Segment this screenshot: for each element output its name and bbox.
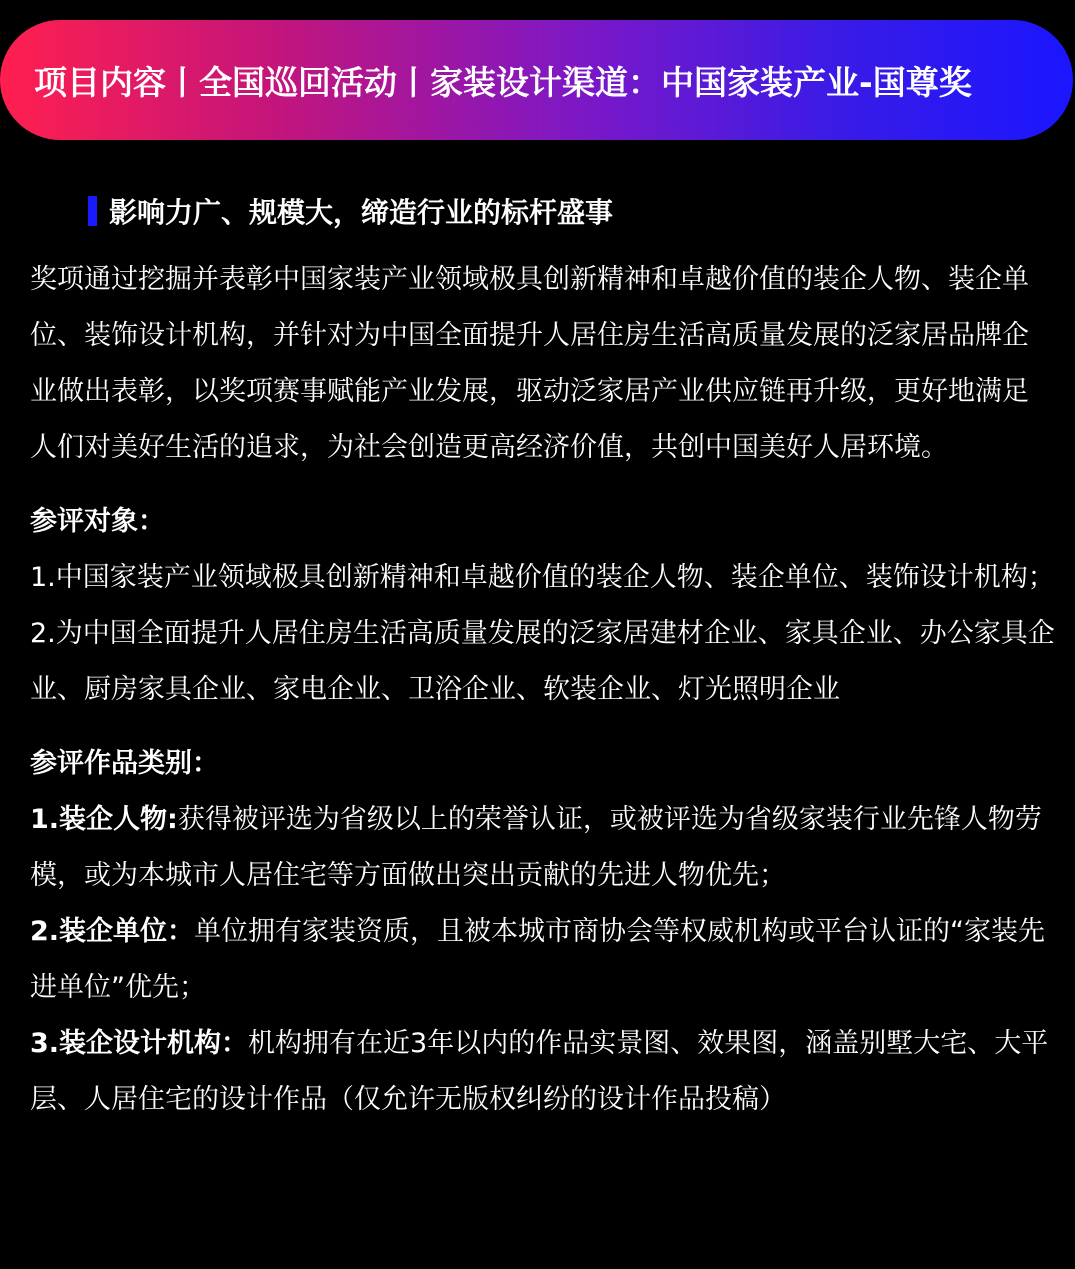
- category-label-3: 3.装企设计机构：: [30, 1028, 249, 1059]
- subheading-text: 影响力广、规模大，缔造行业的标杆盛事: [109, 196, 614, 229]
- category-item-1: [30, 792, 1055, 904]
- target-item-2: 2.为中国全面提升人居住房生活高质量发展的泛家居建材企业、家具企业、办公家具企业、厨房家具企业、家电企业、卫浴企业、软装企业、灯光照明企业: [30, 618, 1055, 705]
- accent-bar: [88, 196, 97, 226]
- header-banner: [0, 20, 1073, 140]
- category-item-2: [30, 904, 1055, 1016]
- category-item-3: [30, 1016, 1055, 1128]
- category-label-1: 1.装企人物:: [30, 804, 178, 835]
- category-text-1: 获得被评选为省级以上的荣誉认证，或被评选为省级家装行业先锋人物劳模，或为本城市人居住宅等方面做出突出贡献的先进人物优先；: [30, 804, 1042, 891]
- banner-title: 项目内容丨全国巡回活动丨家装设计渠道：中国家装产业-国尊奖: [34, 62, 972, 102]
- intro-paragraph: 奖项通过挖掘并表彰中国家装产业领域极具创新精神和卓越价值的装企人物、装企单位、装饰设计机构，并针对为中国全面提升人居住房生活高质量发展的泛家居品牌企业做出表彰，以奖项赛事赋能产业发展，驱动泛家居产业供应链再升级，更好地满足人们对美好生活的追求，为社会创造更高经济价值，共创中国美好人居环境。: [30, 264, 1029, 463]
- categories-title: 参评作品类别：: [30, 748, 219, 779]
- target-item-1: 1.中国家装产业领域极具创新精神和卓越价值的装企人物、装企单位、装饰设计机构；: [30, 562, 1055, 593]
- subheading: [88, 193, 613, 229]
- targets-title: 参评对象：: [30, 506, 165, 537]
- category-text-3: 机构拥有在近3年以内的作品实景图、效果图，涵盖别墅大宅、大平层、人居住宅的设计作品（仅允许无版权纠纷的设计作品投稿）: [30, 1028, 1049, 1115]
- main-content: [30, 252, 1055, 1128]
- category-text-2: 单位拥有家装资质，且被本城市商协会等权威机构或平台认证的“家装先进单位”优先；: [30, 916, 1046, 1003]
- category-label-2: 2.装企单位：: [30, 916, 195, 947]
